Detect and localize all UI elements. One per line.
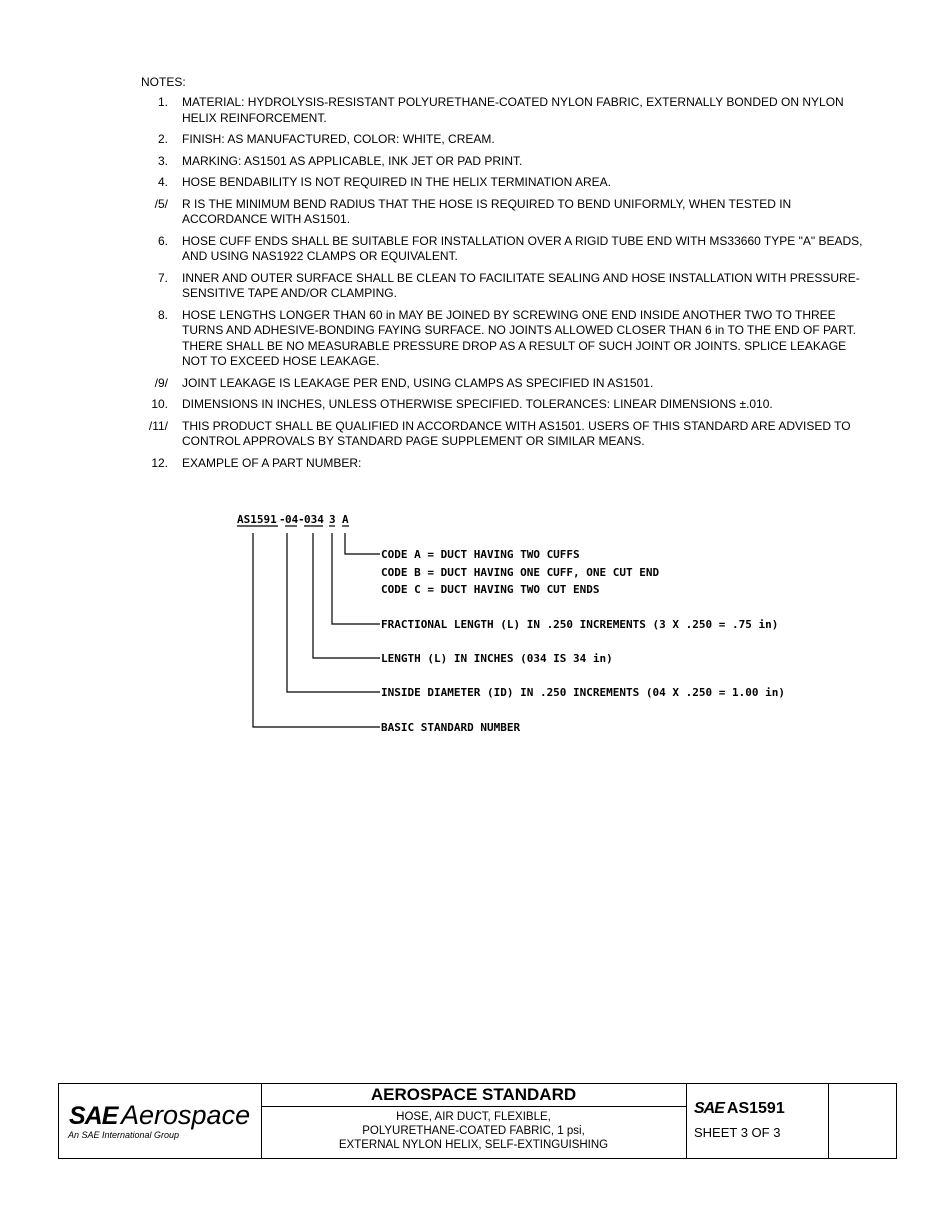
part-number-diameter: 04 — [285, 513, 299, 526]
notes-list — [136, 95, 876, 477]
leader-basic — [253, 533, 380, 727]
leader-fractional — [332, 533, 380, 624]
part-number-code: A — [342, 513, 349, 526]
length-description: LENGTH (L) IN INCHES (034 IS 34 in) — [381, 652, 613, 665]
note-item — [136, 376, 876, 392]
sae-mark: SAE — [694, 1100, 724, 1117]
basic-standard-description: BASIC STANDARD NUMBER — [381, 721, 521, 734]
sheet-number: SHEET 3 OF 3 — [694, 1125, 781, 1140]
title-description-cell — [261, 1084, 687, 1158]
note-number: 3. — [157, 153, 168, 168]
code-c-description: CODE C = DUCT HAVING TWO CUT ENDS — [381, 583, 600, 596]
logo-tagline: An SAE International Group — [68, 1130, 180, 1140]
note-number: /11/ — [148, 418, 168, 433]
note-text: HOSE CUFF ENDS SHALL BE SUITABLE FOR INSTALLATION OVER A RIGID TUBE END WITH MS33660 TYPE "A" BEADS, AND USING NAS1922 CLAMPS OR EQUIVALENT. — [182, 233, 863, 263]
document-description — [261, 1107, 686, 1152]
note-item — [136, 271, 876, 302]
note-text: THIS PRODUCT SHALL BE QUALIFIED IN ACCORDANCE WITH AS1501. USERS OF THIS STANDARD ARE ADVISED TO CONTROL APPROVALS BY STANDARD PAGE SUPPLEMENT OR SIMILAR MEANS. — [182, 418, 851, 448]
leader-diameter — [287, 533, 380, 692]
note-text: R IS THE MINIMUM BEND RADIUS THAT THE HOSE IS REQUIRED TO BEND UNIFORMLY, WHEN TESTED IN ACCORDANCE WITH AS1501. — [182, 196, 792, 226]
code-a-description: CODE A = DUCT HAVING TWO CUFFS — [381, 548, 580, 561]
description-line: POLYURETHANE-COATED FABRIC, 1 psi, — [362, 1125, 585, 1137]
note-number: 2. — [157, 132, 168, 146]
note-item — [136, 132, 876, 148]
part-number-fraction: 3 — [329, 513, 336, 526]
note-number: 7. — [157, 270, 168, 285]
note-text: INNER AND OUTER SURFACE SHALL BE CLEAN TO FACILITATE SEALING AND HOSE INSTALLATION WITH PRESSURE-SENSITIVE TAPE AND/OR CLAMPING. — [182, 270, 860, 300]
fractional-length-description: FRACTIONAL LENGTH (L) IN .250 INCREMENTS (3 X .250 = .75 in) — [381, 618, 779, 631]
blank-cell — [828, 1084, 896, 1158]
note-item — [136, 175, 876, 191]
note-item — [136, 154, 876, 170]
note-text: JOINT LEAKAGE IS LEAKAGE PER END, USING CLAMPS AS SPECIFIED IN AS1501. — [182, 375, 654, 390]
leader-length — [313, 533, 380, 658]
note-text: HOSE BENDABILITY IS NOT REQUIRED IN THE HELIX TERMINATION AREA. — [182, 175, 611, 189]
sae-aerospace-logo — [59, 1084, 262, 1158]
note-text: MATERIAL: HYDROLYSIS-RESISTANT POLYURETHANE-COATED NYLON FABRIC, EXTERNALLY BONDED ON NYLON HELIX REINFORCEMENT. — [182, 95, 844, 125]
description-line: HOSE, AIR DUCT, FLEXIBLE, — [396, 1111, 551, 1123]
document-number — [694, 1100, 785, 1118]
note-number: 4. — [157, 175, 168, 189]
note-item — [136, 397, 876, 413]
part-number-diagram — [225, 505, 825, 750]
leader-code — [345, 533, 380, 554]
part-number-dash: - — [298, 513, 305, 526]
note-item — [136, 197, 876, 228]
code-b-description: CODE B = DUCT HAVING ONE CUFF, ONE CUT END — [381, 566, 660, 579]
note-text: FINISH: AS MANUFACTURED, COLOR: WHITE, CREAM. — [182, 132, 495, 146]
note-number: 1. — [157, 95, 168, 109]
note-number: /5/ — [154, 196, 168, 211]
title-block — [58, 1083, 897, 1159]
note-number: 10. — [151, 397, 168, 411]
note-number: 8. — [157, 307, 168, 322]
standard-type-header: AEROSPACE STANDARD — [261, 1084, 686, 1107]
note-number: 12. — [151, 455, 168, 470]
note-text: HOSE LENGTHS LONGER THAN 60 in MAY BE JOINED BY SCREWING ONE END INSIDE ANOTHER TWO TO THREE TURNS AND ADHESIVE-BONDING FAYING SURFACE. NO JOINTS ALLOWED CLOSER THAN 6 in TO THE END OF PART. THERE SHALL BE NO MEASURABLE PRESSURE DROP AS A RESULT OF SUCH JOINT OR JOINTS. SPLICE LEAKAGE NOT TO EXCEED HOSE LEAKAGE. — [182, 307, 856, 368]
note-item — [136, 95, 876, 126]
note-item — [136, 308, 876, 370]
document-number-cell — [686, 1084, 829, 1158]
notes-heading: NOTES: — [141, 75, 186, 89]
note-item — [136, 419, 876, 450]
note-text: DIMENSIONS IN INCHES, UNLESS OTHERWISE SPECIFIED. TOLERANCES: LINEAR DIMENSIONS ±.010. — [182, 397, 773, 411]
document-number-text: AS1591 — [726, 1100, 785, 1117]
note-number: 6. — [157, 233, 168, 248]
description-line: EXTERNAL NYLON HELIX, SELF-EXTINGUISHING — [338, 1139, 609, 1151]
note-text: EXAMPLE OF A PART NUMBER: — [182, 455, 362, 470]
note-number: /9/ — [154, 375, 168, 390]
logo-sae-mark: SAE — [69, 1102, 118, 1130]
part-number-dash: - — [279, 513, 286, 526]
note-item — [136, 234, 876, 265]
logo-aerospace-text: Aerospace — [121, 1100, 251, 1130]
inside-diameter-description: INSIDE DIAMETER (ID) IN .250 INCREMENTS (04 X .250 = 1.00 in) — [381, 686, 785, 699]
note-item — [136, 456, 876, 472]
part-number-basic: AS1591 — [237, 513, 277, 526]
part-number-length: 034 — [304, 513, 324, 526]
note-text: MARKING: AS1501 AS APPLICABLE, INK JET OR PAD PRINT. — [182, 153, 523, 168]
